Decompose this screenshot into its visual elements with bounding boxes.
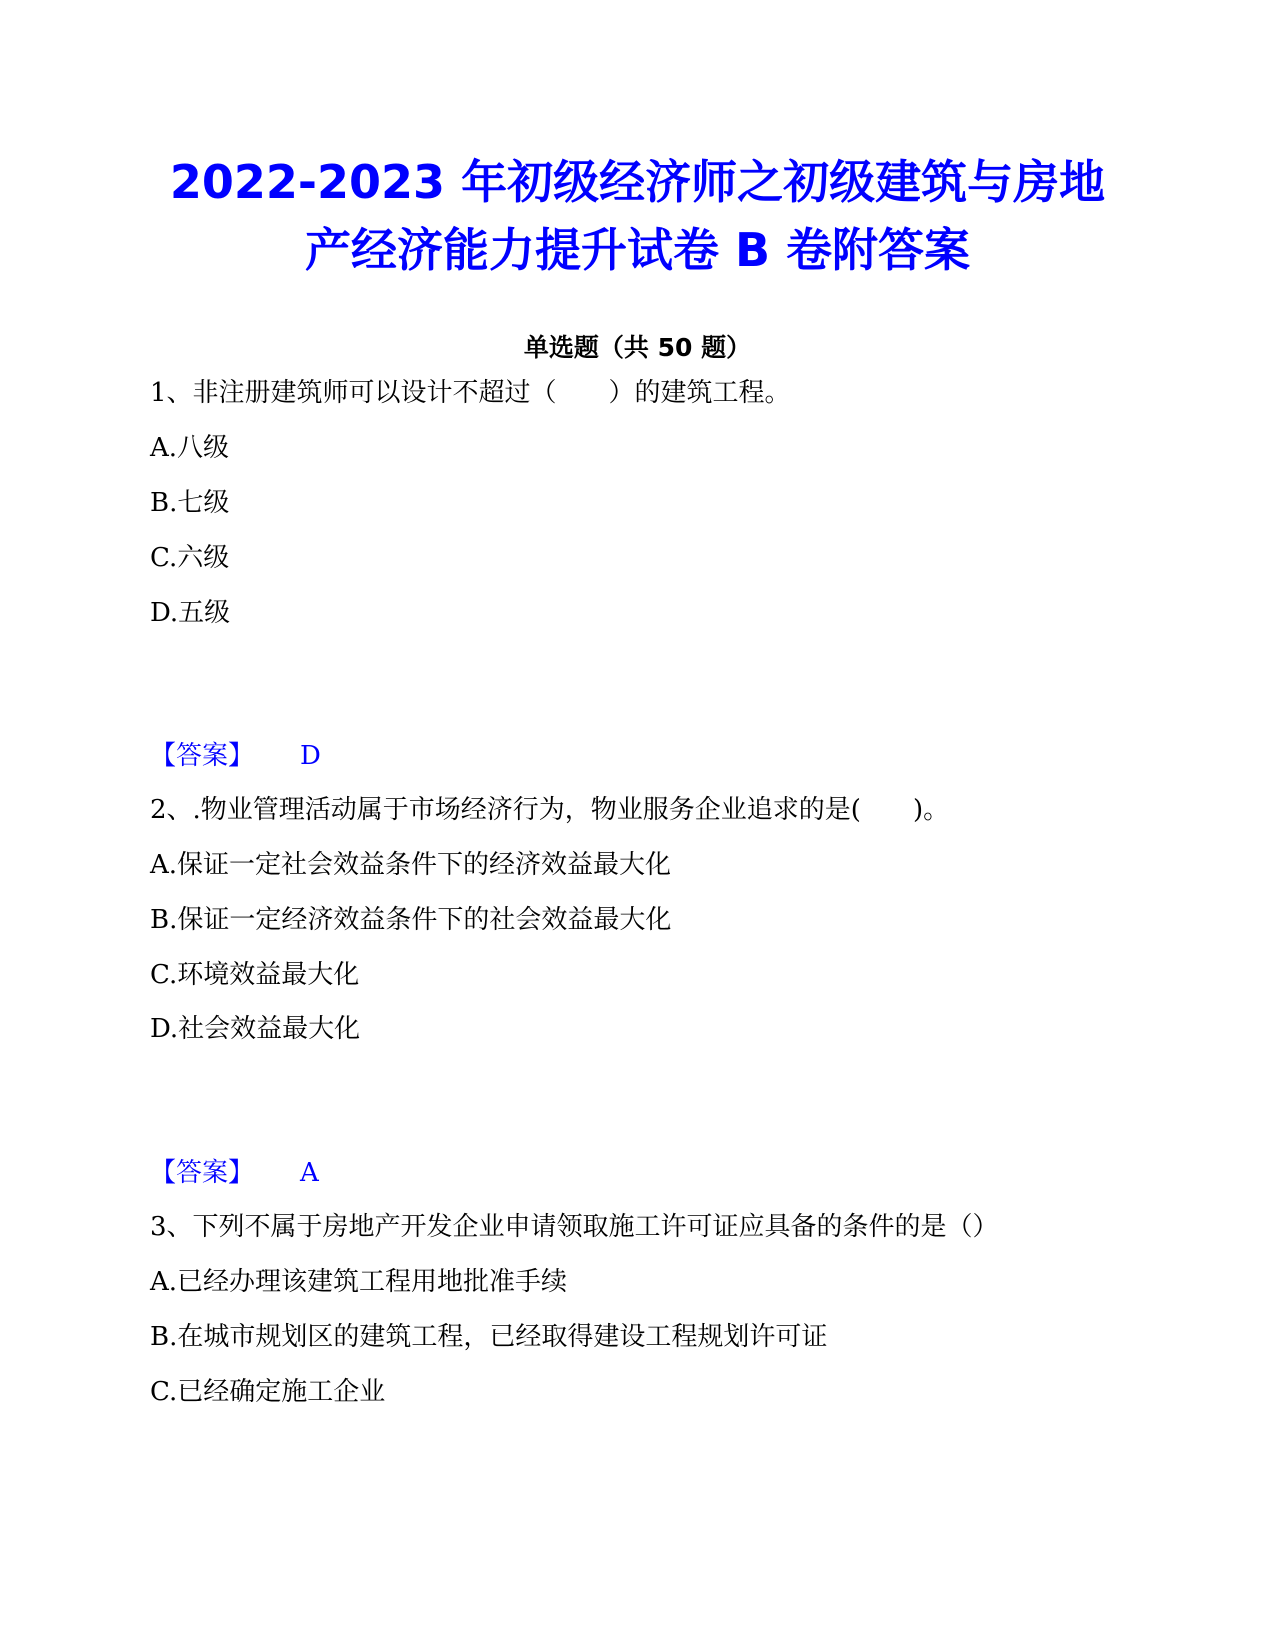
answer-label: 【答案】 (150, 1158, 255, 1188)
question-3-option-a: A.已经办理该建筑工程用地批准手续 (150, 1267, 568, 1297)
section-heading: 单选题（共 50 题） (523, 333, 752, 362)
question-2-option-a: A.保证一定社会效益条件下的经济效益最大化 (150, 850, 672, 880)
question-1-option-d: D.五级 (150, 598, 231, 628)
question-3-option-c: C.已经确定施工企业 (150, 1377, 386, 1407)
question-1-answer (150, 738, 321, 774)
question-3-option-b: B.在城市规划区的建筑工程，已经取得建设工程规划许可证 (150, 1322, 828, 1352)
question-2-option-b: B.保证一定经济效益条件下的社会效益最大化 (150, 905, 672, 935)
question-2-option-c: C.环境效益最大化 (150, 960, 360, 990)
answer-label: 【答案】 (150, 741, 255, 771)
question-2-stem: 2、.物业管理活动属于市场经济行为，物业服务企业追求的是( )。 (150, 795, 950, 825)
question-1-stem: 1、非注册建筑师可以设计不超过（ ）的建筑工程。 (150, 378, 791, 408)
answer-value: D (300, 741, 321, 771)
question-2-answer (150, 1155, 319, 1191)
question-1-option-c: C.六级 (150, 543, 230, 573)
answer-value: A (300, 1158, 319, 1188)
question-2-option-d: D.社会效益最大化 (150, 1014, 361, 1044)
question-1-option-a: A.八级 (150, 433, 230, 463)
document-title-line-2: 产经济能力提升试卷 B 卷附答案 (304, 223, 971, 277)
question-1-option-b: B.七级 (150, 488, 230, 518)
question-3-stem: 3、下列不属于房地产开发企业申请领取施工许可证应具备的条件的是（） (150, 1212, 999, 1242)
document-title-line-1: 2022-2023 年初级经济师之初级建筑与房地 (169, 155, 1106, 209)
